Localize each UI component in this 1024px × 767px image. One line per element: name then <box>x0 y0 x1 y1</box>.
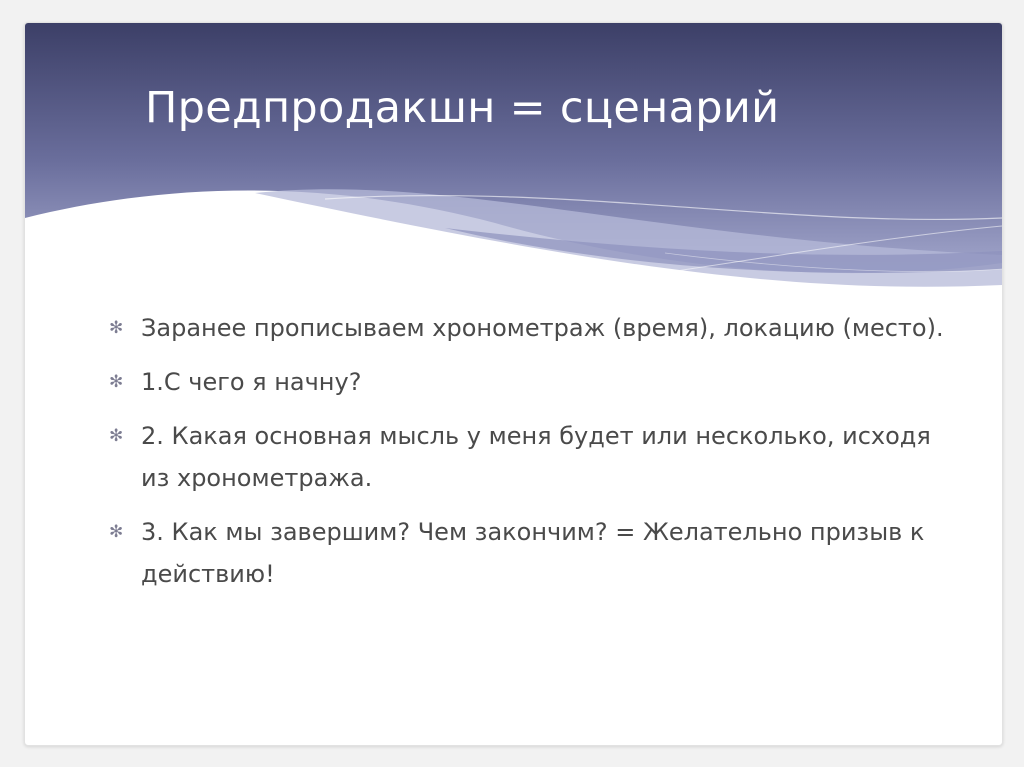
bullet-list <box>109 307 949 607</box>
slide <box>24 22 1003 746</box>
bullet-text: 1.С чего я начну? <box>141 368 362 396</box>
bullet-text: 2. Какая основная мысль у меня будет или несколько, исходя из хронометража. <box>141 422 931 492</box>
bullet-item <box>109 307 949 349</box>
bullet-item <box>109 415 949 499</box>
asterisk-icon: ✻ <box>109 426 124 446</box>
asterisk-icon: ✻ <box>109 318 124 338</box>
header-wave-background <box>25 23 1002 313</box>
slide-title: Предпродакшн = сценарий <box>145 83 780 133</box>
bullet-item <box>109 361 949 403</box>
bullet-text: Заранее прописываем хронометраж (время), локацию (место). <box>141 314 944 342</box>
bullet-text: 3. Как мы завершим? Чем закончим? = Желательно призыв к действию! <box>141 518 925 588</box>
bullet-item <box>109 511 949 595</box>
asterisk-icon: ✻ <box>109 522 124 542</box>
asterisk-icon: ✻ <box>109 372 124 392</box>
